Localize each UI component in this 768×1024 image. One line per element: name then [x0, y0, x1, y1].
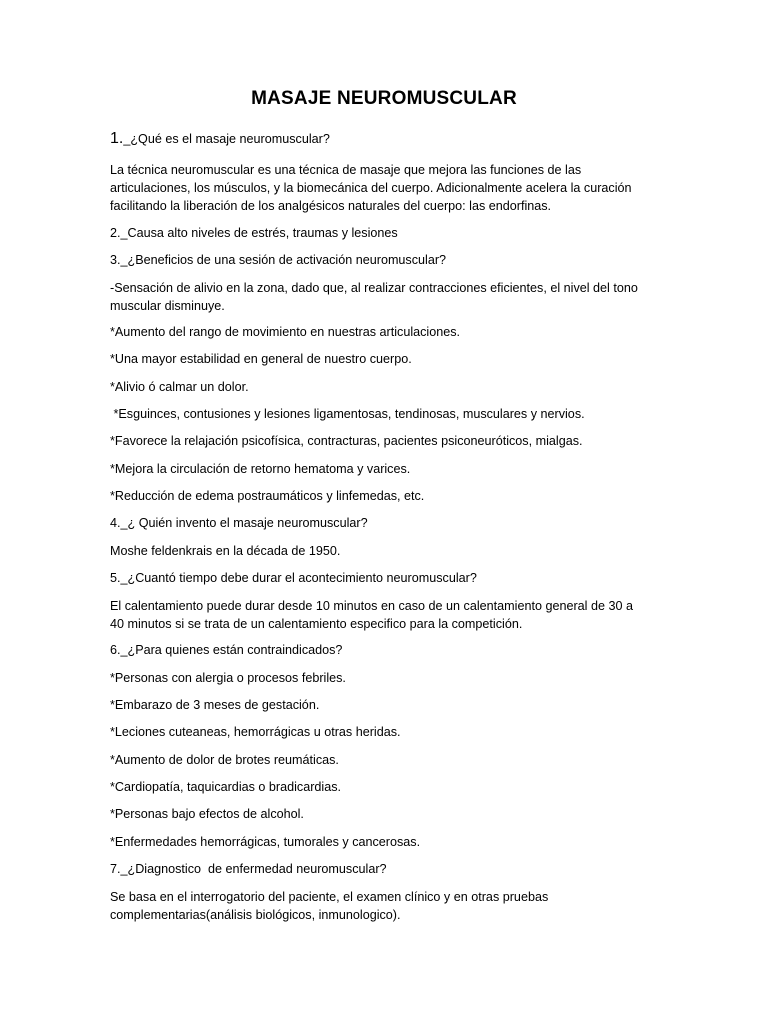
answer-5-line-2: 40 minutos si se trata de un calentamiento especifico para la competición. — [110, 617, 523, 631]
benefit-item: *Mejora la circulación de retorno hematoma y varices. — [110, 462, 411, 476]
paragraph-3-line-1: -Sensación de alivio en la zona, dado que, al realizar contracciones eficientes, el nivel del tono — [110, 281, 638, 295]
question-1 — [110, 130, 670, 148]
question-7: 7._¿Diagnostico de enfermedad neuromuscular? — [110, 862, 387, 876]
question-1-text: _¿Qué es el masaje neuromuscular? — [123, 132, 330, 146]
contraindication-item: *Leciones cuteaneas, hemorrágicas u otras heridas. — [110, 725, 401, 739]
benefit-item: *Una mayor estabilidad en general de nuestro cuerpo. — [110, 352, 412, 366]
answer-4: Moshe feldenkrais en la década de 1950. — [110, 544, 341, 558]
answer-7-line-1: Se basa en el interrogatorio del paciente, el examen clínico y en otras pruebas — [110, 890, 549, 904]
answer-7-line-2: complementarias(análisis biológicos, inmunologico). — [110, 908, 401, 922]
contraindication-item: *Personas con alergia o procesos febriles. — [110, 671, 346, 685]
question-6: 6._¿Para quienes están contraindicados? — [110, 643, 343, 657]
contraindication-item: *Enfermedades hemorrágicas, tumorales y cancerosas. — [110, 835, 421, 849]
contraindication-item: *Personas bajo efectos de alcohol. — [110, 807, 304, 821]
paragraph-1-line-3: facilitando la liberación de los analgésicos naturales del cuerpo: las endorfinas. — [110, 199, 552, 213]
question-5: 5._¿Cuantó tiempo debe durar el acontecimiento neuromuscular? — [110, 571, 477, 585]
answer-5-line-1: El calentamiento puede durar desde 10 minutos en caso de un calentamiento general de 30 a — [110, 599, 633, 613]
contraindication-item: *Aumento de dolor de brotes reumáticas. — [110, 753, 339, 767]
paragraph-1-line-1: La técnica neuromuscular es una técnica de masaje que mejora las funciones de las — [110, 163, 582, 177]
paragraph-1-line-2: articulaciones, los músculos, y la biomecánica del cuerpo. Adicionalmente acelera la curación — [110, 181, 632, 195]
benefit-item: *Reducción de edema postraumáticos y linfemedas, etc. — [110, 489, 425, 503]
contraindication-item: *Embarazo de 3 meses de gestación. — [110, 698, 320, 712]
question-4: 4._¿ Quién invento el masaje neuromuscular? — [110, 516, 368, 530]
benefit-item: *Favorece la relajación psicofísica, contracturas, pacientes psiconeuróticos, mialgas. — [110, 434, 583, 448]
benefit-item: *Alivio ó calmar un dolor. — [110, 380, 249, 394]
benefit-item: *Esguinces, contusiones y lesiones ligamentosas, tendinosas, musculares y nervios. — [110, 407, 585, 421]
question-3: 3._¿Beneficios de una sesión de activación neuromuscular? — [110, 253, 447, 267]
page-title: MASAJE NEUROMUSCULAR — [251, 88, 517, 109]
question-2: 2._Causa alto niveles de estrés, traumas y lesiones — [110, 226, 398, 240]
contraindication-item: *Cardiopatía, taquicardias o bradicardias. — [110, 780, 342, 794]
question-1-number: 1. — [110, 130, 124, 147]
benefit-item: *Aumento del rango de movimiento en nuestras articulaciones. — [110, 325, 461, 339]
paragraph-3-line-2: muscular disminuye. — [110, 299, 225, 313]
